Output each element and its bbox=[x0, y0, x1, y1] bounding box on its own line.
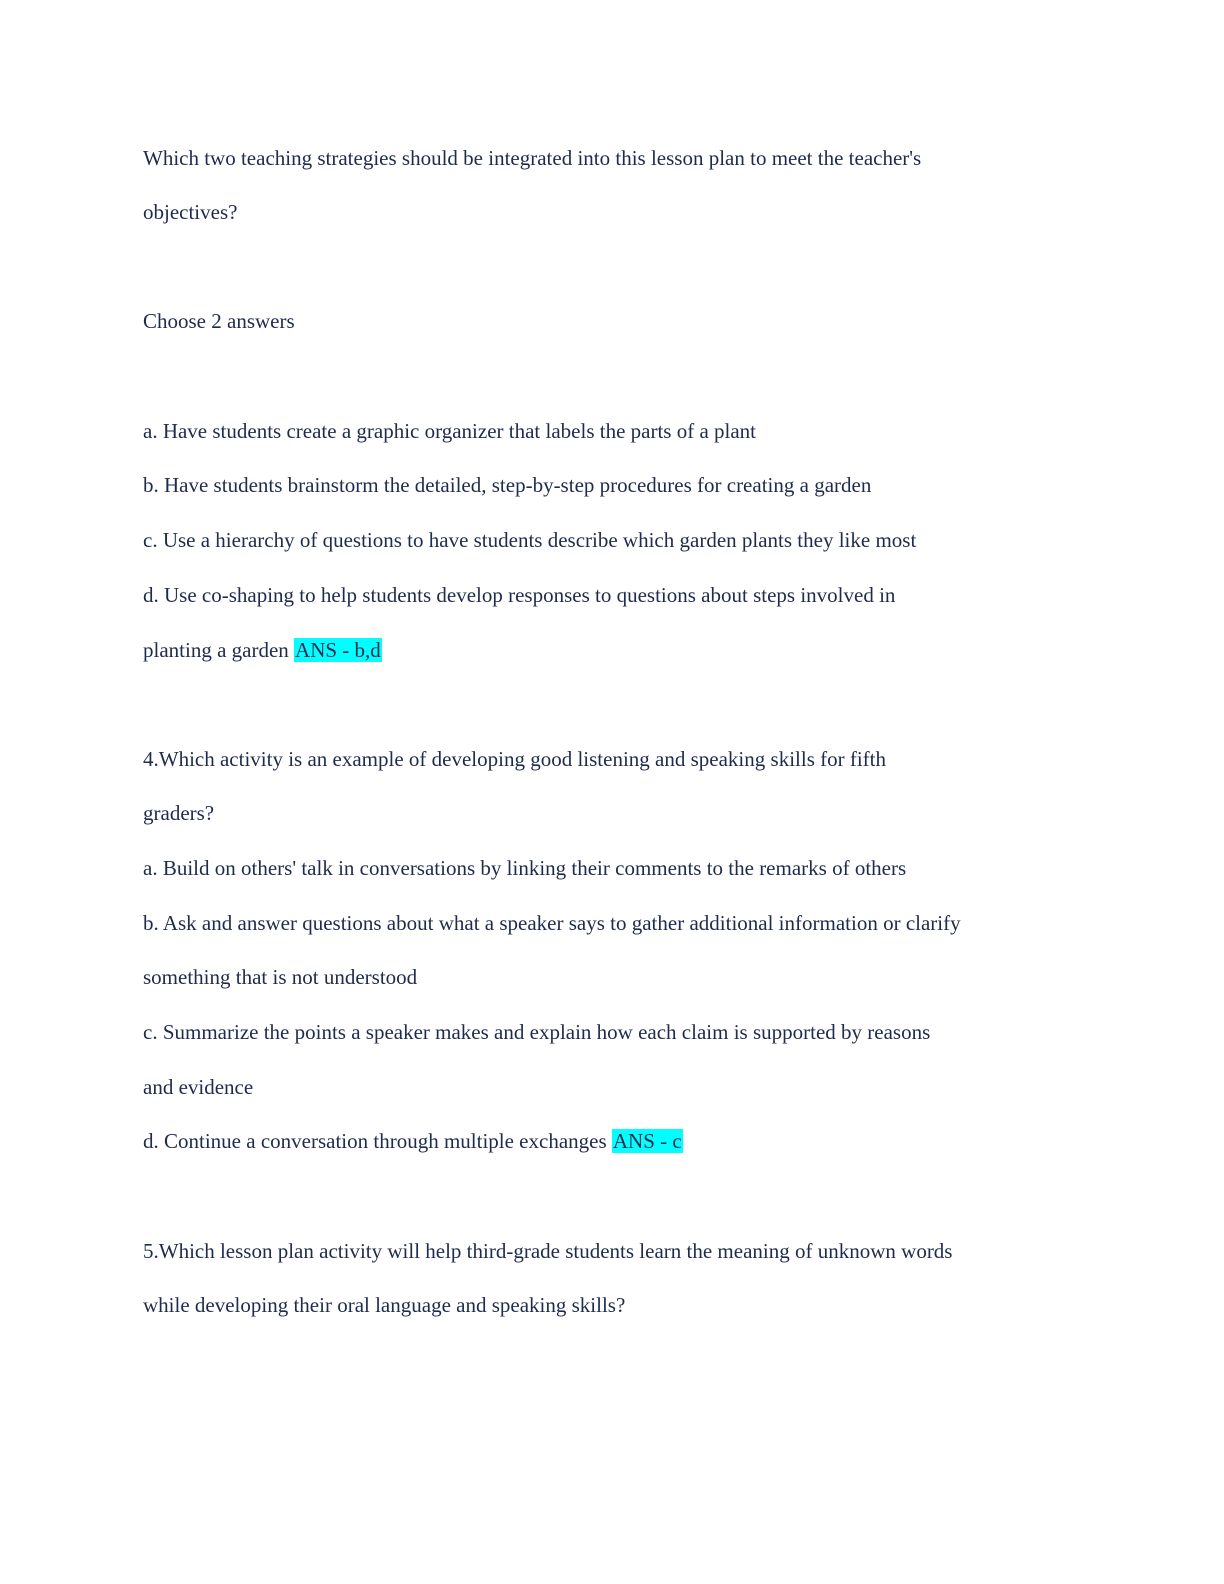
q3-option-c: c. Use a hierarchy of questions to have students describe which garden plants they like most bbox=[143, 528, 917, 552]
q4-stem-line-2: graders? bbox=[143, 801, 215, 825]
q4-option-c-line-2: and evidence bbox=[143, 1075, 254, 1099]
q3-answer-highlight: ANS - b,d bbox=[295, 638, 381, 662]
q3-option-d-text: planting a garden bbox=[143, 638, 289, 662]
q3-option-b: b. Have students brainstorm the detailed, step-by-step procedures for creating a garden bbox=[143, 473, 872, 497]
q4-option-d-text: d. Continue a conversation through multiple exchanges bbox=[143, 1129, 607, 1153]
q3-instruction: Choose 2 answers bbox=[143, 309, 295, 333]
q3-option-d-line-2 bbox=[143, 637, 382, 663]
q3-stem-line-1: Which two teaching strategies should be integrated into this lesson plan to meet the teacher's bbox=[143, 146, 922, 170]
q4-option-b-line-1: b. Ask and answer questions about what a speaker says to gather additional information or clarify bbox=[143, 911, 961, 935]
q5-stem-line-1: 5.Which lesson plan activity will help third-grade students learn the meaning of unknown words bbox=[143, 1239, 953, 1263]
q4-option-a: a. Build on others' talk in conversations by linking their comments to the remarks of others bbox=[143, 856, 907, 880]
q4-stem-line-1: 4.Which activity is an example of developing good listening and speaking skills for fifth bbox=[143, 747, 887, 771]
q3-option-d-line-1: d. Use co-shaping to help students develop responses to questions about steps involved in bbox=[143, 583, 896, 607]
q4-answer-highlight: ANS - c bbox=[612, 1129, 682, 1153]
q4-option-b-line-2: something that is not understood bbox=[143, 965, 418, 989]
q3-stem-line-2: objectives? bbox=[143, 200, 238, 224]
q5-stem-line-2: while developing their oral language and speaking skills? bbox=[143, 1293, 626, 1317]
q4-option-d-line bbox=[143, 1128, 683, 1154]
q4-option-c-line-1: c. Summarize the points a speaker makes and explain how each claim is supported by reasons bbox=[143, 1020, 931, 1044]
q3-option-a: a. Have students create a graphic organizer that labels the parts of a plant bbox=[143, 419, 757, 443]
